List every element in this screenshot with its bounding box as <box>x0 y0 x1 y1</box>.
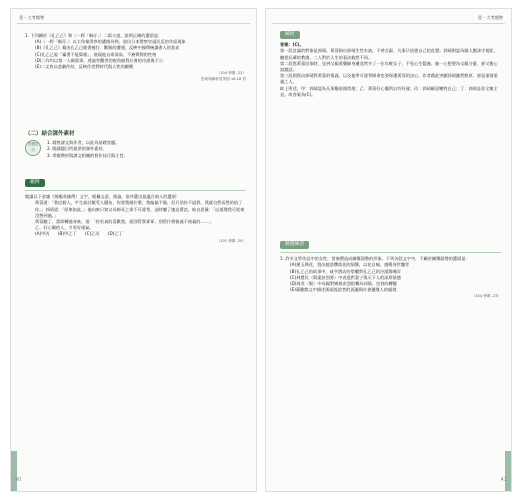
practice-option-a: (A)黛玉葬花，寫出她悲憫落花的情懷，以花自喻，感嘆身世飄零 <box>290 262 410 268</box>
example-block <box>25 179 246 244</box>
example-rule <box>25 190 246 191</box>
analysis-block <box>280 31 501 98</box>
example-quote-3: 乙、好心腸的人，才有好運氣。 <box>35 225 94 231</box>
section-external-material <box>25 131 246 159</box>
section-title: （二）結合課外素材 <box>25 131 75 137</box>
right-page <box>265 8 512 492</box>
practice-option-b: (B)孔乙己的故事中，咸亨酒店的掌櫃對孔乙己的冷漠與嘲弄 <box>290 268 401 274</box>
right-header-rule <box>272 23 505 24</box>
q1-option-a: (A)〈一桿「稱仔」〉以主角秦得參的遭遇為例，道出日本警察官逼民反的苛虐現象 <box>35 39 186 45</box>
q1-stem: 1. 下列關於《孔乙己》和〈一桿「稱仔」〉二篇小說，說明正確的選項是： <box>25 33 163 38</box>
example-intro: 閱讀以下金庸《射鵰英雄傳》文字，根據文意，推論，依序選出最適合填入的選項： <box>25 194 180 200</box>
example-options: (A)甲丙 (B)甲乙丁 (C)乙丙 (D)乙丁 <box>35 231 123 237</box>
analysis-tag: 解析 <box>280 31 300 39</box>
analysis-para-3: 第三段則寫出郭靖對黃蓉的情義，以及他寧可違背師命也要保護黃蓉的決心。作者藉此突顯郭靖雖然憨厚，卻是重情重義之人。 <box>280 73 498 85</box>
analysis-para-4: 綜上所述，甲：郭靖認為凡事應依循常理；乙：黃蓉好心腸所以有好運；丙：郭靖願意犧牲自己；丁：郭靖並非全無主見。故答案為(C)。 <box>280 85 498 97</box>
left-page <box>10 8 257 492</box>
practice-stem: 1. 許多文學作品中的女性，常被塑造成關懷弱勢的形象。下列各段文字中，不屬於關懷弱勢的選項是： <box>280 256 470 262</box>
tip-1: 1. 精熟課文與作者，以此為基礎答題。 <box>47 140 120 146</box>
practice-option-c: (C)林覺民〈與妻訣別書〉中表達對妻子與天下人的深厚情感 <box>290 274 401 280</box>
example-quote-2: 黃蓉聽了，當即轉過身來，道：「你若真的喜歡我，就別管我爹爹、別管什麼俠義不俠義的……」 <box>35 219 213 225</box>
tip-2: 2. 閱讀題目所提供的課外素材。 <box>47 146 107 152</box>
practice-option-d: (D)琦君〈髻〉中母親對姨娘由怨恨轉為同情、包容的轉變 <box>290 281 397 287</box>
analysis-para-1: 第一段討論的對象是郭靖。黃蓉指出郭靖生性木訥，不善言辭，凡事只依憑自己的直覺。郭靖則認為做人應該守規矩，聽從長輩的教誨，二人對於人生的看法截然不同。 <box>280 48 498 60</box>
q1-option-e: (E)二文皆以悲劇作結，反映作者對時代與人性的關懷 <box>35 64 134 70</box>
q1-option-d: (D)二作均以第一人稱敘事，透過旁觀者的視角描寫社會的冷漠與不公 <box>35 57 163 63</box>
practice-source: （104 學測 -23） <box>471 294 501 299</box>
left-header-rule <box>17 23 250 24</box>
example-quote-1: 黃蓉道：「我這個人，平生最討厭受人擺布，你要我做什麼，我偏偏不做。但只消你不逼我，我就自然而然的依了你。」郭靖道：「原來如此。」他向來只知父母師長之命不可違背，這時聽了她這番話，暗自思量：「這道理我可從來沒想到過。」 <box>35 200 245 218</box>
question-1 <box>25 33 246 83</box>
practice-rule <box>280 252 501 253</box>
practice-tag: 精選練習 <box>280 241 309 249</box>
tips-badge: 答題技巧 <box>25 140 41 156</box>
left-side-tab <box>11 451 17 491</box>
left-header: 壹・大考趨勢 <box>19 15 45 20</box>
right-side-tab <box>505 451 511 491</box>
q1-answer-ref: 答案與解析見別冊 16-18 頁 <box>200 77 246 82</box>
right-header: 壹・大考趨勢 <box>477 15 503 20</box>
q1-option-b: (B)《孔乙己》藉由孔乙己偷書被打、斷腿的遭遇，反映中國傳統讀書人的悲哀 <box>35 45 180 51</box>
analysis-para-2: 第二段寫黃蓉回家時，見到父親黃藥師身邊竟然多了一位年輕女子，不免心生疑慮。她一心想要為父親分憂，卻又擔心說錯話。 <box>280 60 498 73</box>
answer: 答案：(C)。 <box>280 42 304 48</box>
q1-source: （104 學測 -22） <box>216 71 246 76</box>
q1-option-c: (C)孔乙己說「竊書不能算偷」，展現他自命清高、不務實際的性格 <box>35 51 157 57</box>
example-tag: 範例 <box>25 179 45 187</box>
right-page-number: 41 <box>500 477 507 483</box>
example-source: （101 學測 -20） <box>216 238 246 243</box>
practice-block <box>280 241 501 300</box>
tip-3: 3. 掌握教材與課文相關的寫作技巧與主旨。 <box>47 152 128 158</box>
left-page-number: 40 <box>15 477 22 483</box>
practice-option-e: (E)蔣勳散文中描述街頭流浪者的孤獨與社會邊緣人的處境 <box>290 287 397 293</box>
